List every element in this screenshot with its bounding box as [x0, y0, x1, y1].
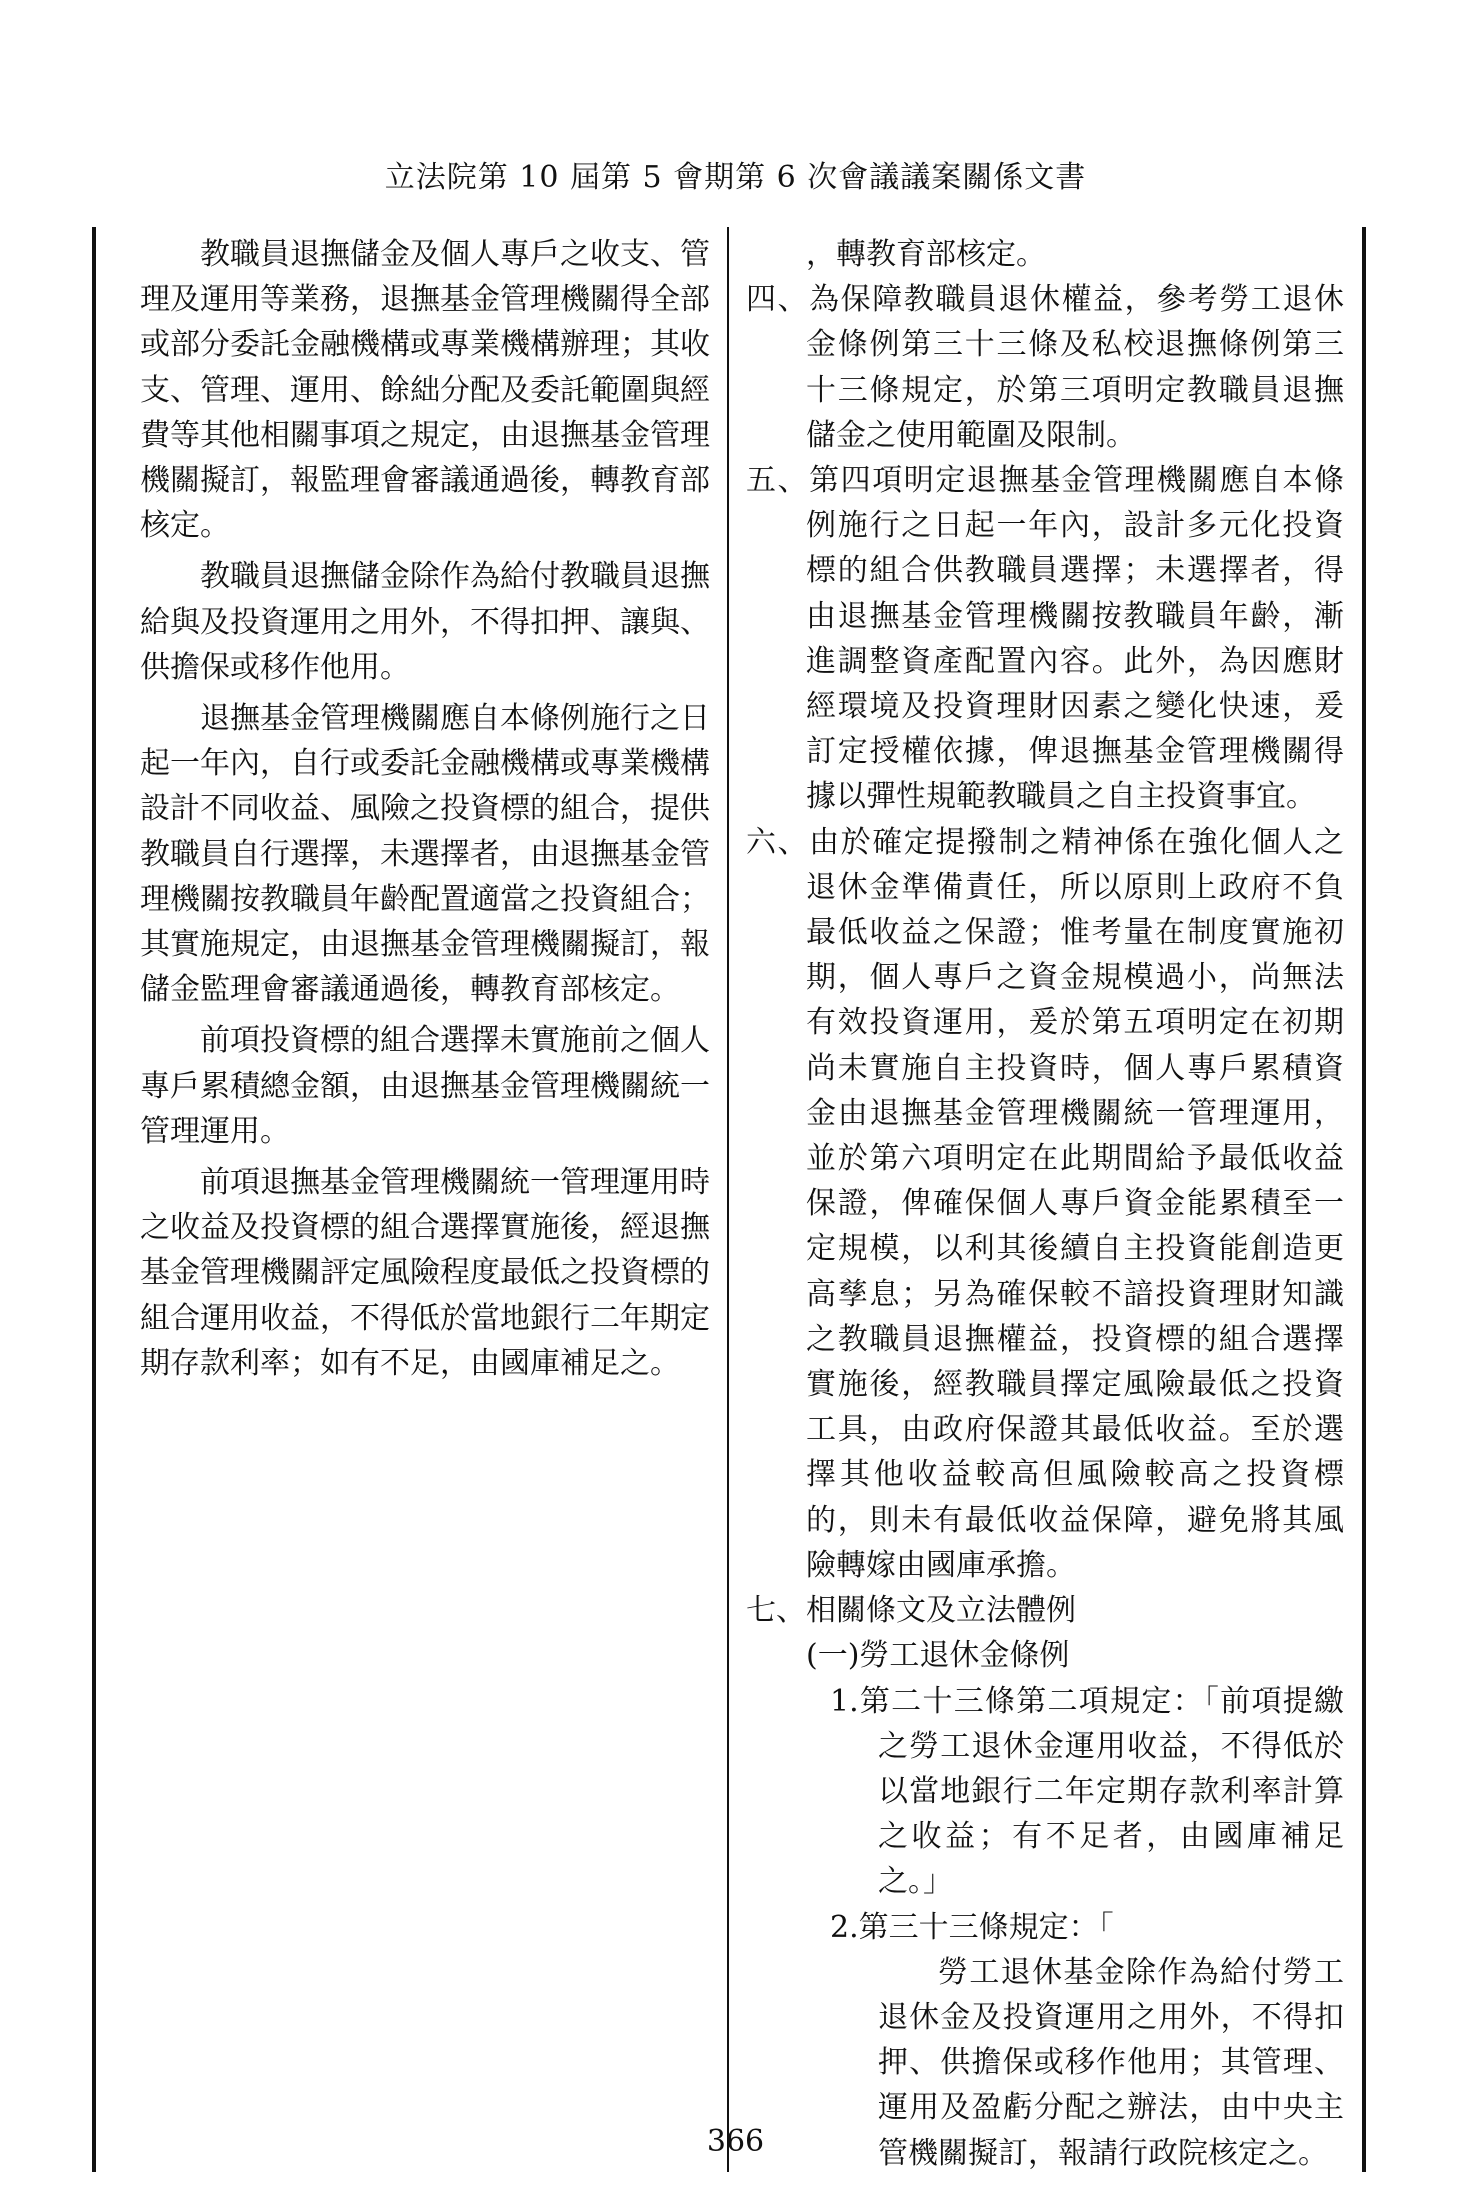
explanation-item-5: 五、第四項明定退撫基金管理機關應自本條例施行之日起一年內，設計多元化投資標的組合供教職員選擇；未選擇者，得由退撫基金管理機關按教職員年齡，漸進調整資產配置內容。此外，為因應財經環境及投資理財因素之變化快速，爰訂定授權依據，俾退撫基金管理機關得據以彈性規範教職員之自主投資事宜。 [746, 463, 1344, 815]
article-paragraph: 前項投資標的組合選擇未實施前之個人專戶累積總金額，由退撫基金管理機關統一管理運用。 [140, 1023, 710, 1149]
column-divider-rule [727, 227, 729, 2172]
sub-item-1: 1.第二十三條第二項規定：「前項提繳之勞工退休金運用收益，不得低於以當地銀行二年定期存款利率計算之收益；有不足者，由國庫補足之。」 [830, 1683, 1344, 1900]
explanation-item-7: 七、相關條文及立法體例 [746, 1593, 1076, 1629]
explanation-item-6: 六、由於確定提撥制之精神係在強化個人之退休金準備責任，所以原則上政府不負最低收益之保證；惟考量在制度實施初期，個人專戶之資金規模過小，尚無法有效投資運用，爰於第五項明定在初期尚未實施自主投資時，個人專戶累積資金由退撫基金管理機關統一管理運用，並於第六項明定在此期間給予最低收益保證，俾確保個人專戶資金能累積至一定規模，以利其後續自主投資能創造更高孳息；另為確保較不諳投資理財知識之教職員退撫權益，投資標的組合選擇實施後，經教職員擇定風險最低之投資工具，由政府保證其最低收益。至於選擇其他收益較高但風險較高之投資標的，則未有最低收益保障，避免將其風險轉嫁由國庫承擔。 [746, 824, 1344, 1583]
sub-heading-labor-pension-act: (一)勞工退休金條例 [806, 1638, 1070, 1674]
left-border-rule [92, 227, 96, 2172]
right-column [746, 232, 1344, 2176]
article-paragraph: 退撫基金管理機關應自本條例施行之日起一年內，自行或委託金融機構或專業機構設計不同收益、風險之投資標的組合，提供教職員自行選擇，未選擇者，由退撫基金管理機關按教職員年齡配置適當之投資組合；其實施規定，由退撫基金管理機關擬訂，報儲金監理會審議通過後，轉教育部核定。 [140, 701, 710, 1008]
right-border-rule [1362, 227, 1366, 2172]
article-paragraph: 教職員退撫儲金除作為給付教職員退撫給與及投資運用之用外，不得扣押、讓與、供擔保或移作他用。 [140, 559, 710, 685]
sub-item-2: 2.第三十三條規定：「 [830, 1909, 1114, 1945]
article-paragraph: 前項退撫基金管理機關統一管理運用時之收益及投資標的組合選擇實施後，經退撫基金管理機關評定風險程度最低之投資標的組合運用收益，不得低於當地銀行二年期定期存款利率；如有不足，由國庫補足之。 [140, 1165, 710, 1381]
continuation-line: ，轉教育部核定。 [806, 237, 1046, 272]
document-header: 立法院第 10 屆第 5 會期第 6 次會議議案關係文書 [384, 160, 1087, 195]
left-column [140, 232, 710, 1392]
page-number: 366 [706, 2124, 765, 2159]
quoted-article-text: 勞工退休基金除作為給付勞工退休金及投資運用之用外，不得扣押、供擔保或移作他用；其管理、運用及盈虧分配之辦法，由中央主管機關擬訂，報請行政院核定之。 [878, 1954, 1344, 2171]
explanation-item-4: 四、為保障教職員退休權益，參考勞工退休金條例第三十三條及私校退撫條例第三十三條規定，於第三項明定教職員退撫儲金之使用範圍及限制。 [746, 282, 1344, 453]
article-paragraph: 教職員退撫儲金及個人專戶之收支、管理及運用等業務，退撫基金管理機關得全部或部分委託金融機構或專業機構辦理；其收支、管理、運用、餘絀分配及委託範圍與經費等其他相關事項之規定，由退撫基金管理機關擬訂，報監理會審議通過後，轉教育部核定。 [140, 237, 710, 544]
